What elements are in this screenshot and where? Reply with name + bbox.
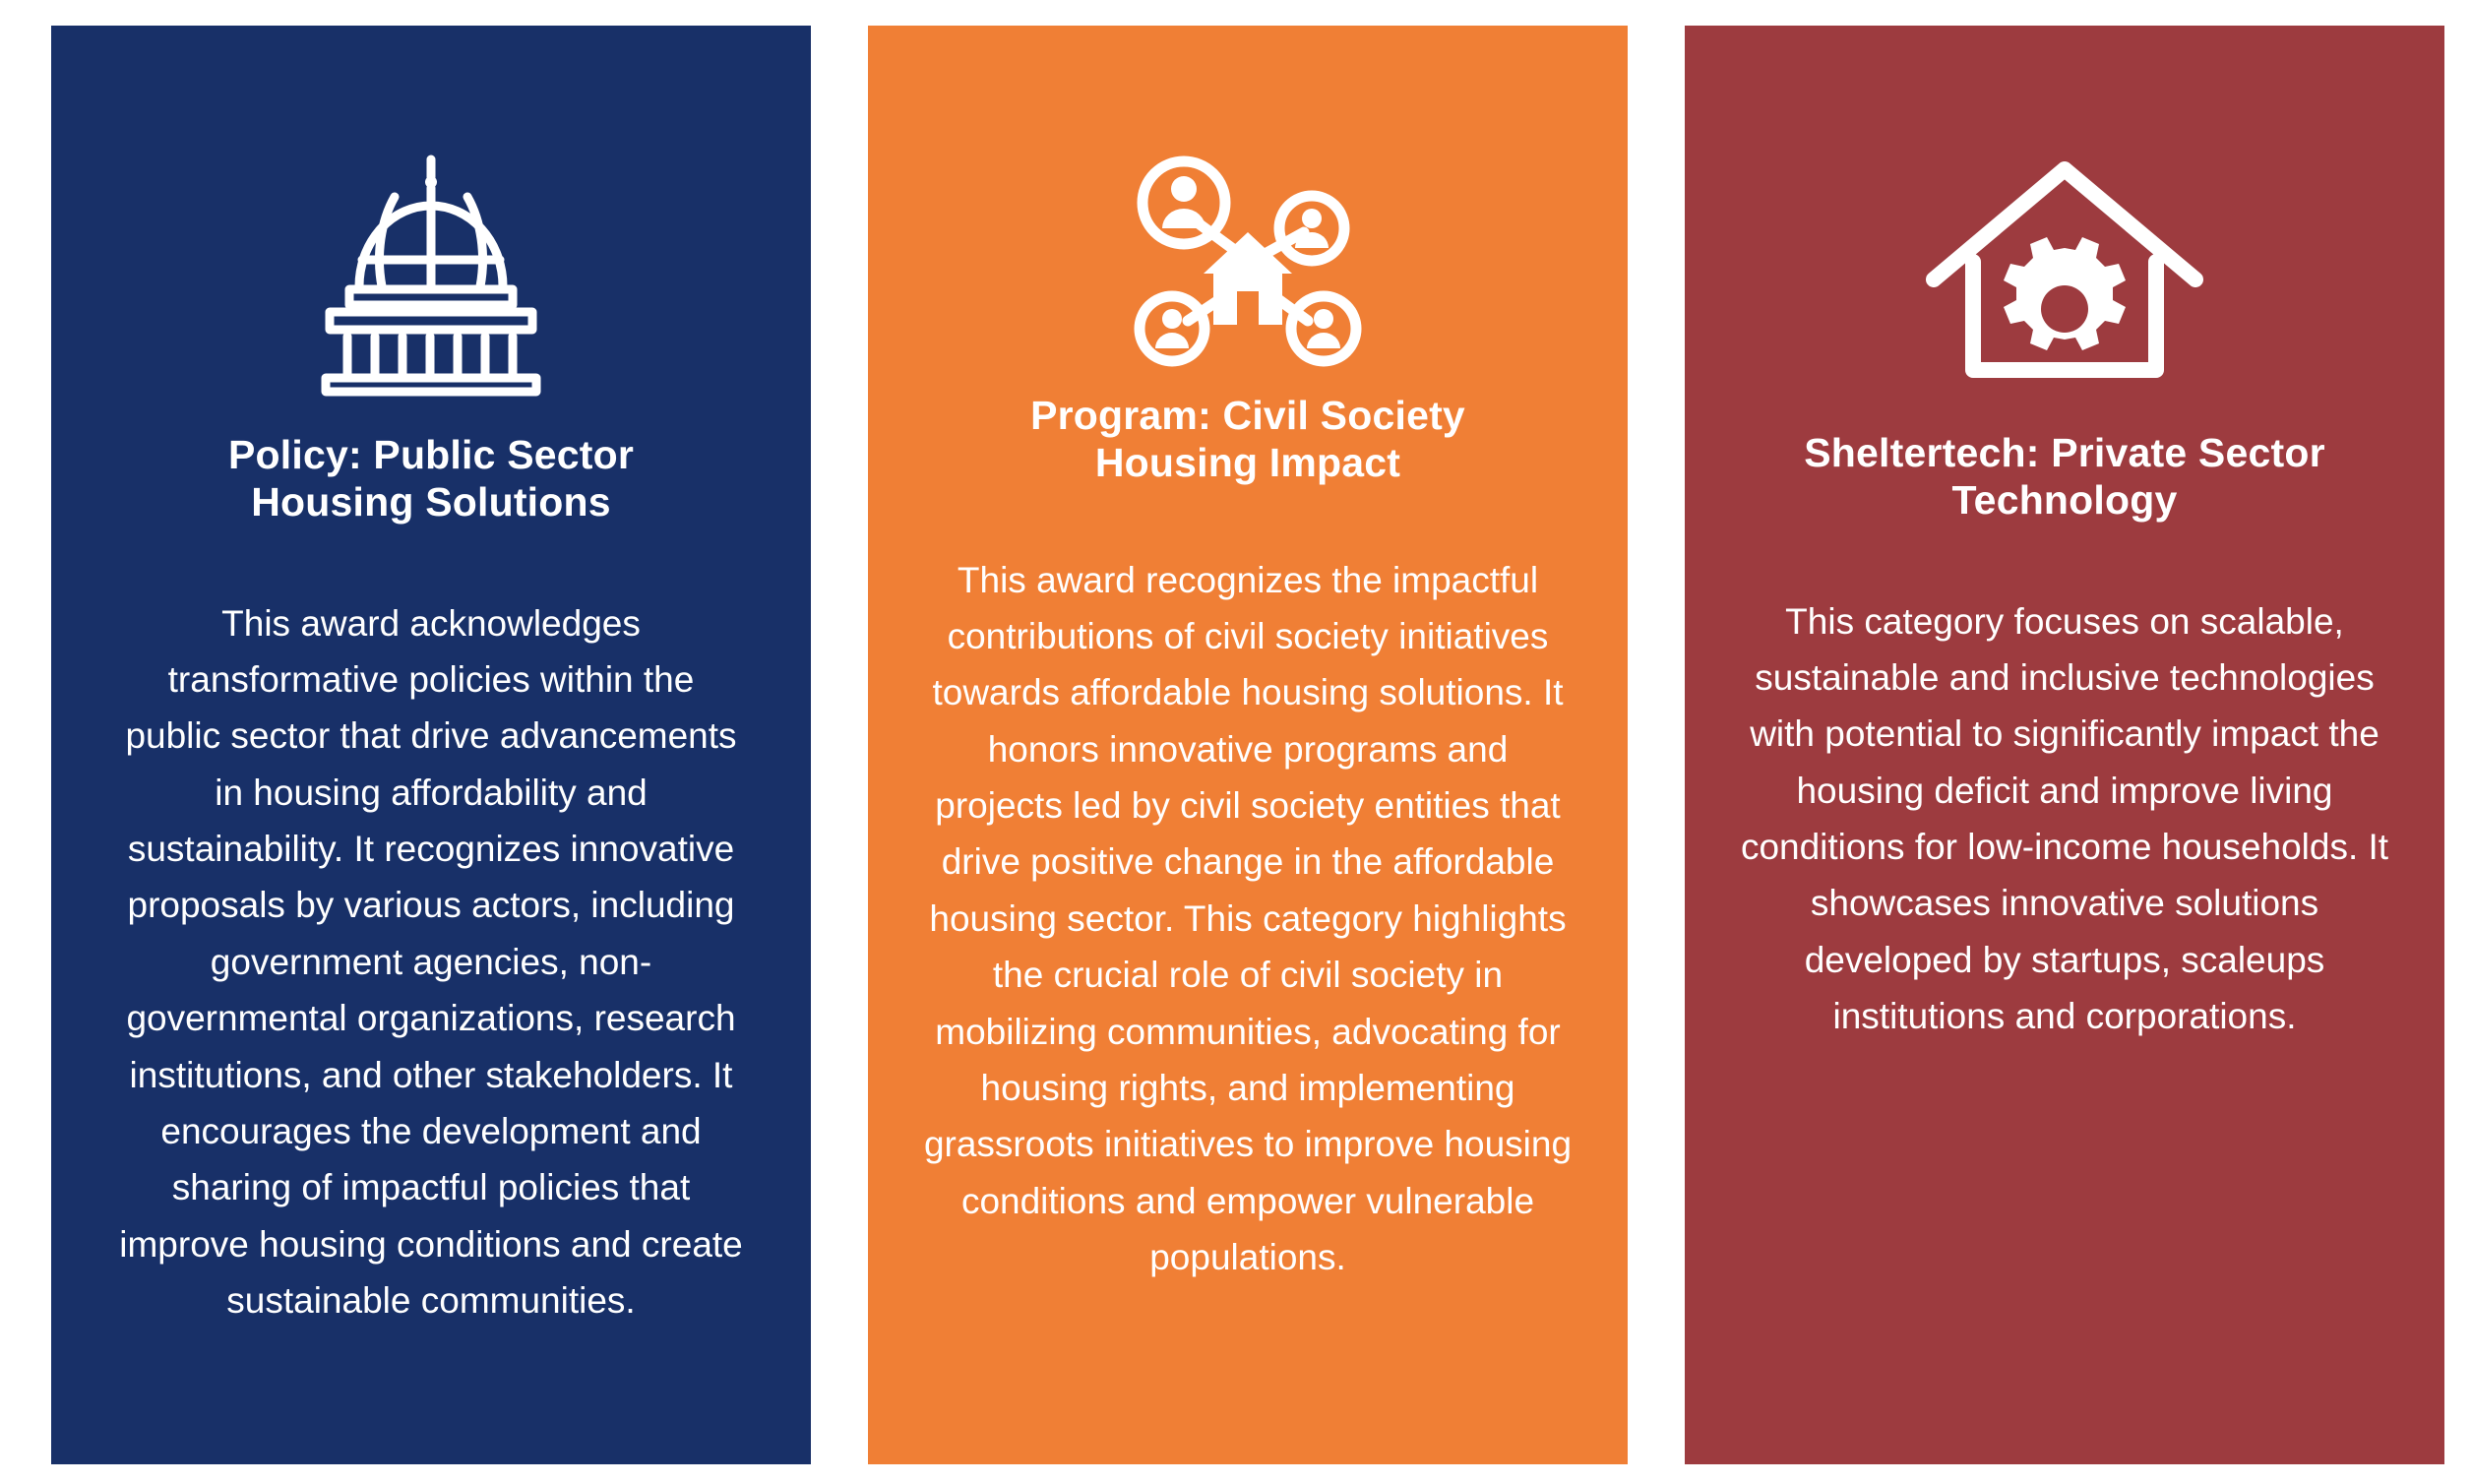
card-description: This award recognizes the impactful contributions of civil society initiatives towards affordable housing solutions. It honors innovative programs and projects led by civil society entities that drive positive change in the affordable housing sector. This category highlights the crucial role of civil society in mobilizing communities, advocating for housing rights, and implementing grassroots initiatives to improve housing conditions and empower vulnerable populations.: [923, 559, 1573, 1277]
card-title-line-1: Policy: Public Sector: [227, 432, 635, 477]
capitol-building-icon: [89, 26, 773, 398]
card-program: [868, 26, 1628, 1464]
house-gear-icon: [1722, 26, 2407, 398]
card-sheltertech: [1685, 26, 2444, 1464]
card-title-line-2: Housing Impact: [1094, 440, 1401, 486]
card-title-line-2: Housing Solutions: [251, 479, 611, 526]
card-description: This category focuses on scalable, sustainable and inclusive technologies with potential to significantly impact the housing deficit and improve living conditions for low-income households. It showcases innovative solutions developed by startups, scaleups institutions and corporations.: [1740, 600, 2389, 1037]
card-title: [1030, 392, 1465, 487]
card-title: [1804, 429, 2325, 525]
card-title-line-1: Sheltertech: Private Sector: [1804, 430, 2325, 475]
card-policy: [51, 26, 811, 1464]
community-network-house-icon: [905, 26, 1590, 378]
card-title-line-1: Program: Civil Society: [1030, 393, 1465, 438]
card-description: This award acknowledges transformative policies within the public sector that drive advancements in housing affordability and sustainability. It recognizes innovative proposals by various actors, including government agencies, non-governmental organizations, research institutions, and other stakeholders. It encourages the development and sharing of impactful policies that improve housing conditions and create sustainable communities.: [119, 602, 743, 1321]
card-title: [228, 431, 634, 526]
card-title-line-2: Technology: [1951, 477, 2178, 524]
